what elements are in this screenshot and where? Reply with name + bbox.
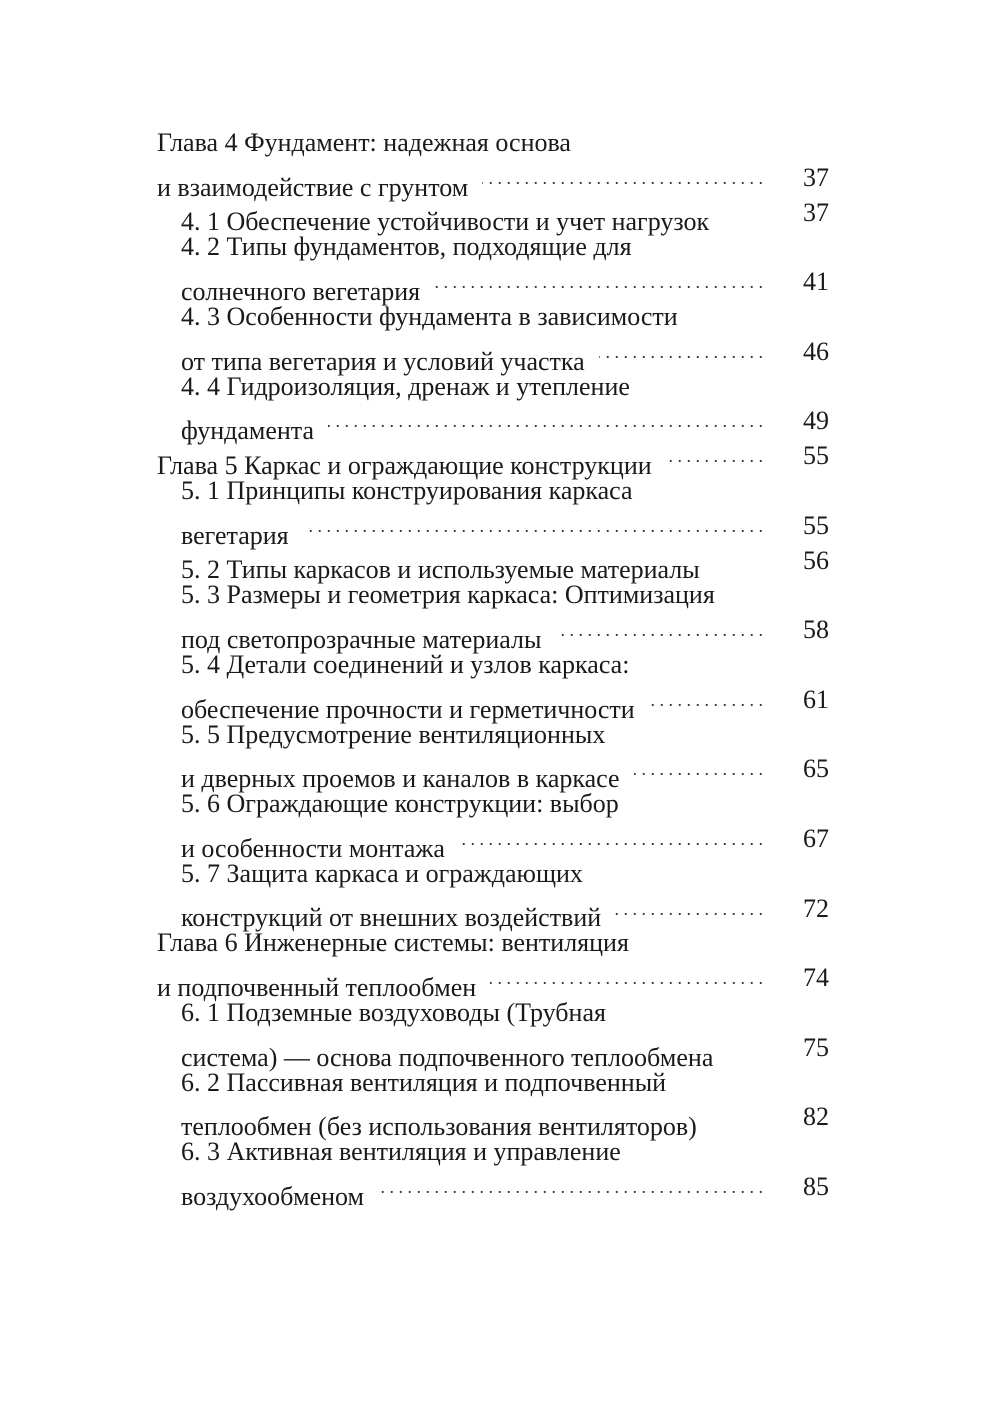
toc-entry-title: и взаимодействие с грунтом xyxy=(157,172,469,202)
toc-entry-title: под светопрозрачные материалы xyxy=(181,624,542,654)
toc-chapter-entry[interactable] xyxy=(157,126,829,202)
toc-entry-line xyxy=(157,1135,829,1170)
toc-entry-title: 5. 1 Принципы конструирования каркаса xyxy=(181,475,633,505)
toc-entry-line xyxy=(157,544,829,585)
toc-page-number: 46 xyxy=(803,336,829,366)
dot-leader xyxy=(328,404,763,439)
toc-page-number: 67 xyxy=(803,823,829,853)
dot-leader xyxy=(555,613,763,648)
toc-entry-line xyxy=(157,509,829,550)
toc-page-number: 55 xyxy=(803,441,829,471)
dot-leader xyxy=(434,265,763,300)
toc-entry-line xyxy=(157,892,829,933)
toc-entry-title: 6. 3 Активная вентиляция и управление xyxy=(181,1137,621,1167)
toc-page-number: 37 xyxy=(803,197,829,227)
toc-page-number: 85 xyxy=(803,1171,829,1201)
toc-entry-line xyxy=(157,996,829,1031)
toc-entry-title: 6. 1 Подземные воздуховоды (Трубная xyxy=(181,997,606,1027)
dot-leader xyxy=(490,961,763,996)
dot-leader xyxy=(649,683,763,718)
toc-entry-line xyxy=(157,648,829,683)
toc-section-entry[interactable] xyxy=(157,996,829,1072)
toc-entry-title: 5. 5 Предусмотрение вентиляционных xyxy=(181,719,606,749)
toc-entry-line xyxy=(157,613,829,654)
toc-entry-title: 4. 2 Типы фундаментов, подходящие для xyxy=(181,232,632,262)
toc-entry-title: от типа вегетария и условий участка xyxy=(181,346,585,376)
toc-entry-title: 5. 6 Ограждающие конструкции: выбор xyxy=(181,789,619,819)
toc-section-entry[interactable] xyxy=(157,1135,829,1211)
toc-entry-title: 5. 7 Защита каркаса и ограждающих xyxy=(181,858,583,888)
toc-section-entry[interactable] xyxy=(157,1066,829,1142)
toc-section-entry[interactable] xyxy=(157,370,829,446)
toc-section-entry[interactable] xyxy=(157,718,829,794)
toc-entry-title: 5. 2 Типы каркасов и используемые материалы xyxy=(181,555,700,585)
toc-entry-line xyxy=(157,439,829,480)
toc-page-number: 61 xyxy=(803,684,829,714)
table-of-contents xyxy=(157,126,829,1211)
toc-entry-line xyxy=(157,926,829,961)
toc-entry-line xyxy=(157,404,829,446)
toc-page-number: 41 xyxy=(803,267,829,297)
toc-entry-line xyxy=(157,683,829,724)
dot-leader xyxy=(482,161,763,196)
toc-page-number: 65 xyxy=(803,754,829,784)
toc-entry-title: воздухообменом xyxy=(181,1181,364,1211)
toc-entry-line xyxy=(157,230,829,265)
toc-entry-line xyxy=(157,578,829,613)
toc-entry-title: и дверных проемов и каналов в каркасе xyxy=(181,764,620,794)
toc-page-number: 37 xyxy=(803,162,829,192)
toc-section-entry[interactable] xyxy=(157,544,829,585)
toc-page-number: 82 xyxy=(803,1102,829,1132)
toc-entry-line xyxy=(157,1066,829,1101)
toc-section-entry[interactable] xyxy=(157,300,829,376)
toc-page-number: 56 xyxy=(803,545,829,575)
dot-leader xyxy=(634,752,763,787)
toc-entry-title: обеспечение прочности и герметичности xyxy=(181,694,635,724)
toc-entry-title: Глава 6 Инженерные системы: вентиляция xyxy=(157,928,629,958)
toc-entry-title: теплообмен (без использования вентиляторов) xyxy=(181,1112,697,1142)
toc-entry-title: солнечного вегетария xyxy=(181,276,421,306)
toc-entry-title: 4. 3 Особенности фундамента в зависимости xyxy=(181,301,678,331)
toc-entry-title: и особенности монтажа xyxy=(181,833,445,863)
dot-leader xyxy=(666,439,763,474)
toc-entry-line xyxy=(157,961,829,1002)
toc-section-entry[interactable] xyxy=(157,578,829,654)
toc-entry-title: 6. 2 Пассивная вентиляция и подпочвенный xyxy=(181,1067,667,1097)
toc-entry-line xyxy=(157,718,829,753)
toc-entry-line xyxy=(157,474,829,509)
dot-leader xyxy=(303,509,763,544)
toc-entry-title: Глава 5 Каркас и ограждающие конструкции xyxy=(157,450,652,480)
dot-leader xyxy=(615,892,763,927)
toc-entry-line xyxy=(157,857,829,892)
toc-page-number: 74 xyxy=(803,963,829,993)
toc-section-entry[interactable] xyxy=(157,196,829,237)
toc-entry-line xyxy=(157,822,829,863)
toc-entry-title: система) — основа подпочвенного теплообмена xyxy=(181,1042,714,1072)
toc-entry-line xyxy=(157,370,829,405)
toc-entry-title: конструкций от внешних воздействий xyxy=(181,903,602,933)
toc-entry-title: 4. 1 Обеспечение устойчивости и учет нагрузок xyxy=(181,207,710,237)
toc-entry-title: Глава 4 Фундамент: надежная основа xyxy=(157,128,571,157)
toc-section-entry[interactable] xyxy=(157,474,829,550)
toc-section-entry[interactable] xyxy=(157,787,829,863)
toc-chapter-entry[interactable] xyxy=(157,439,829,480)
toc-entry-title: 5. 4 Детали соединений и узлов каркаса: xyxy=(181,649,630,679)
toc-entry-line xyxy=(157,787,829,822)
toc-entry-title: вегетария xyxy=(181,520,289,550)
toc-entry-line xyxy=(157,196,829,237)
toc-entry-line xyxy=(157,1100,829,1142)
toc-entry-line xyxy=(157,1031,829,1072)
toc-page-number: 75 xyxy=(803,1032,829,1062)
toc-entry-title: и подпочвенный теплообмен xyxy=(157,972,477,1002)
toc-entry-title: фундамента xyxy=(181,416,315,446)
toc-entry-line xyxy=(157,335,829,376)
toc-page-number: 49 xyxy=(803,406,829,436)
toc-page-number: 72 xyxy=(803,893,829,923)
toc-entry-title: 4. 4 Гидроизоляция, дренаж и утепление xyxy=(181,371,630,401)
dot-leader xyxy=(459,822,763,857)
dot-leader xyxy=(599,335,763,370)
toc-page-number: 55 xyxy=(803,510,829,540)
toc-entry-title: 5. 3 Размеры и геометрия каркаса: Оптимизация xyxy=(181,580,715,610)
toc-entry-line xyxy=(157,752,829,794)
toc-page-number: 58 xyxy=(803,615,829,645)
toc-entry-line xyxy=(157,1170,829,1211)
toc-entry-line xyxy=(157,300,829,335)
toc-section-entry[interactable] xyxy=(157,648,829,724)
dot-leader xyxy=(378,1170,763,1205)
toc-entry-line xyxy=(157,126,829,161)
toc-section-entry[interactable] xyxy=(157,857,829,933)
toc-chapter-entry[interactable] xyxy=(157,926,829,1002)
toc-section-entry[interactable] xyxy=(157,230,829,306)
toc-entry-line xyxy=(157,265,829,306)
toc-entry-line xyxy=(157,161,829,202)
